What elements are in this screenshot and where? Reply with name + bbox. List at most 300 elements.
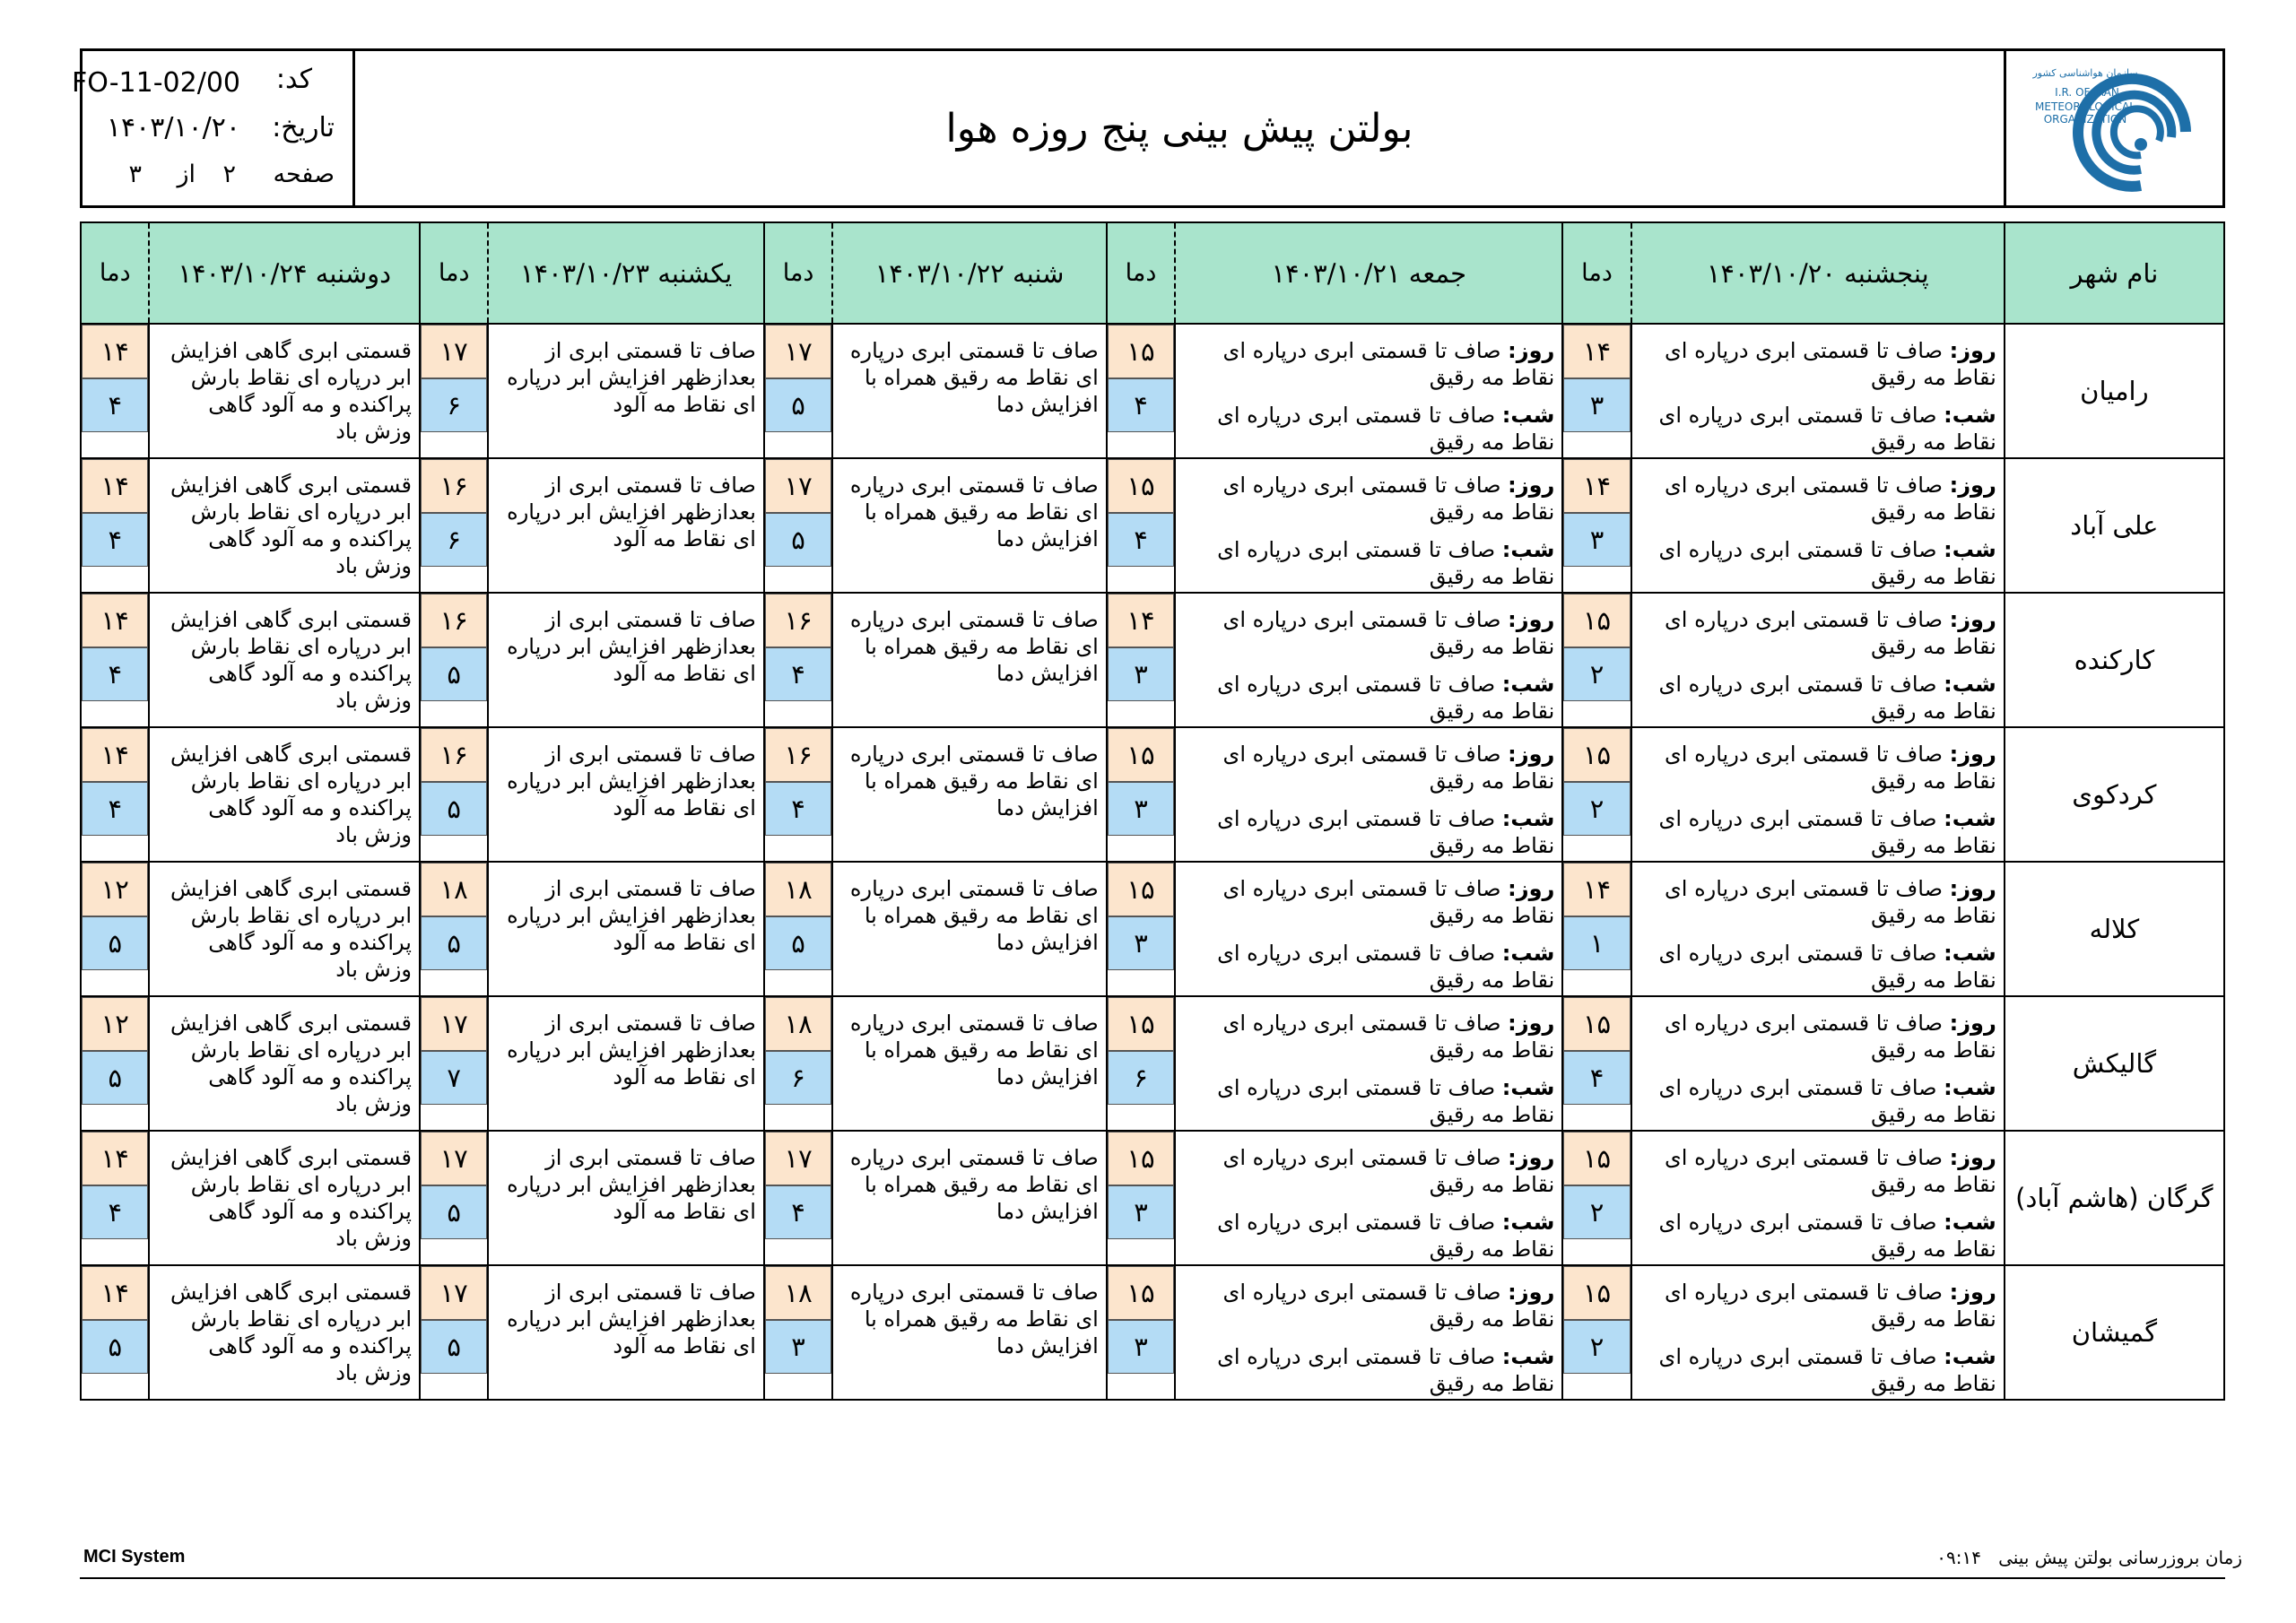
temperature-cell (1107, 593, 1175, 727)
temperature-cell (1107, 727, 1175, 862)
temperature-cell (1562, 1131, 1631, 1265)
night-forecast (1639, 940, 1996, 994)
day-label: روز: (1949, 473, 1996, 498)
day-label: روز: (1949, 1145, 1996, 1170)
condition-cell: صاف تا قسمتی ابری از بعدازظهر افزایش ابر درپاره ای نقاط مه آلود (488, 996, 764, 1131)
temperature-cell (81, 1265, 149, 1400)
day-forecast (1183, 606, 1554, 660)
temperature-cell (420, 593, 488, 727)
night-forecast-text: صاف تا قسمتی ابری درپاره ای نقاط مه رقیق (1217, 1344, 1555, 1396)
night-label: شب: (1501, 403, 1555, 428)
night-forecast (1639, 402, 1996, 456)
day-forecast-text: صاف تا قسمتی ابری درپاره ای نقاط مه رقیق (1665, 876, 1996, 928)
night-label: شب: (1501, 806, 1555, 831)
min-temp: ۵ (82, 1320, 148, 1374)
min-temp: ۴ (765, 1185, 831, 1239)
temperature-cell (764, 1265, 832, 1400)
min-temp: ۶ (765, 1051, 831, 1105)
min-temp: ۳ (1108, 1185, 1174, 1239)
min-temp: ۴ (82, 1185, 148, 1239)
max-temp: ۱۷ (421, 325, 487, 378)
update-time-text (1936, 1547, 2242, 1568)
temperature-cell (1562, 458, 1631, 593)
min-temp: ۷ (421, 1051, 487, 1105)
svg-text:METEOROLOGICAL: METEOROLOGICAL (2035, 100, 2135, 113)
table-row (81, 862, 2224, 996)
temperature-cell (420, 1265, 488, 1400)
max-temp: ۱۵ (1563, 728, 1630, 782)
temperature-cell (420, 1131, 488, 1265)
night-label: شب: (1501, 537, 1555, 562)
condition-cell (1175, 727, 1562, 862)
condition-cell: صاف تا قسمتی ابری درپاره ای نقاط مه رقیق همراه با افزایش دما (832, 1265, 1107, 1400)
min-temp: ۴ (82, 782, 148, 836)
page-of-label: از (177, 161, 196, 188)
min-temp: ۳ (1108, 916, 1174, 970)
day-forecast (1639, 1279, 1996, 1332)
day-forecast-text: صاف تا قسمتی ابری درپاره ای نقاط مه رقیق (1222, 742, 1555, 794)
day-label: روز: (1949, 876, 1996, 901)
svg-text:ORGANIZATION: ORGANIZATION (2043, 113, 2127, 126)
max-temp: ۱۵ (1108, 1266, 1174, 1320)
city-name: رامیان (2005, 324, 2224, 458)
day-header: دوشنبه ۱۴۰۳/۱۰/۲۴ (149, 222, 420, 324)
table-row (81, 1131, 2224, 1265)
night-forecast (1183, 671, 1554, 725)
page-current: ۲ (222, 161, 236, 188)
temperature-cell (81, 324, 149, 458)
condition-cell (1175, 862, 1562, 996)
temperature-cell (81, 862, 149, 996)
condition-cell: صاف تا قسمتی ابری درپاره ای نقاط مه رقیق همراه با افزایش دما (832, 862, 1107, 996)
forecast-rows (81, 324, 2224, 1400)
min-temp: ۵ (421, 647, 487, 701)
city-name: کردکوی (2005, 727, 2224, 862)
night-forecast (1183, 1074, 1554, 1128)
condition-cell: قسمتی ابری گاهی افزایش ابر درپاره ای نقاط بارش پراکنده و مه آلود گاهی وزش باد (149, 324, 420, 458)
condition-cell: صاف تا قسمتی ابری درپاره ای نقاط مه رقیق همراه با افزایش دما (832, 996, 1107, 1131)
day-forecast-text: صاف تا قسمتی ابری درپاره ای نقاط مه رقیق (1222, 607, 1555, 659)
temperature-cell (1107, 324, 1175, 458)
forecast-table (80, 221, 2225, 1401)
table-row (81, 593, 2224, 727)
min-temp: ۲ (1563, 647, 1630, 701)
day-forecast (1639, 472, 1996, 525)
day-label: روز: (1508, 876, 1555, 901)
min-temp: ۴ (1108, 513, 1174, 567)
min-temp: ۵ (421, 916, 487, 970)
temperature-cell (1107, 862, 1175, 996)
temperature-cell (420, 862, 488, 996)
day-label: روز: (1508, 1145, 1555, 1170)
condition-cell: صاف تا قسمتی ابری از بعدازظهر افزایش ابر درپاره ای نقاط مه آلود (488, 1131, 764, 1265)
temperature-cell (764, 996, 832, 1131)
max-temp: ۱۴ (82, 594, 148, 647)
max-temp: ۱۴ (1563, 325, 1630, 378)
day-forecast-text: صاف تا قسمتی ابری درپاره ای نقاط مه رقیق (1665, 1145, 1996, 1197)
day-label: روز: (1949, 607, 1996, 632)
max-temp: ۱۵ (1563, 594, 1630, 647)
day-forecast (1639, 875, 1996, 929)
night-label: شب: (1501, 1075, 1555, 1100)
max-temp: ۱۶ (421, 728, 487, 782)
table-row (81, 458, 2224, 593)
temperature-cell (764, 727, 832, 862)
day-forecast (1183, 1144, 1554, 1198)
min-temp: ۲ (1563, 782, 1630, 836)
max-temp: ۱۵ (1563, 997, 1630, 1051)
condition-cell (1631, 1131, 2005, 1265)
night-forecast (1183, 1209, 1554, 1263)
night-forecast-text: صاف تا قسمتی ابری درپاره ای نقاط مه رقیق (1658, 672, 1996, 724)
day-header: پنجشنبه ۱۴۰۳/۱۰/۲۰ (1631, 222, 2005, 324)
night-forecast (1183, 402, 1554, 456)
night-forecast (1639, 805, 1996, 859)
condition-cell (1631, 727, 2005, 862)
night-label: شب: (1501, 1344, 1555, 1369)
night-label: شب: (1944, 806, 1996, 831)
condition-cell: صاف تا قسمتی ابری از بعدازظهر افزایش ابر درپاره ای نقاط مه آلود (488, 324, 764, 458)
night-label: شب: (1944, 672, 1996, 697)
max-temp: ۱۵ (1108, 325, 1174, 378)
page-title: بولتن پیش بینی پنج روزه هوا (945, 105, 1413, 152)
day-label: روز: (1508, 473, 1555, 498)
condition-cell: صاف تا قسمتی ابری درپاره ای نقاط مه رقیق همراه با افزایش دما (832, 458, 1107, 593)
condition-cell (1631, 593, 2005, 727)
night-label: شب: (1944, 537, 1996, 562)
condition-cell: صاف تا قسمتی ابری درپاره ای نقاط مه رقیق همراه با افزایش دما (832, 593, 1107, 727)
min-temp: ۴ (1563, 1051, 1630, 1105)
max-temp: ۱۵ (1108, 459, 1174, 513)
max-temp: ۱۴ (1563, 459, 1630, 513)
night-forecast (1639, 1343, 1996, 1397)
day-label: روز: (1949, 338, 1996, 363)
min-temp: ۳ (1108, 647, 1174, 701)
city-name: گرگان (هاشم آباد) (2005, 1131, 2224, 1265)
code-label: کد: (275, 64, 312, 95)
day-forecast-text: صاف تا قسمتی ابری درپاره ای نقاط مه رقیق (1222, 1145, 1555, 1197)
day-forecast-text: صاف تا قسمتی ابری درپاره ای نقاط مه رقیق (1222, 338, 1555, 390)
max-temp: ۱۲ (82, 863, 148, 916)
min-temp: ۳ (1563, 513, 1630, 567)
day-forecast-text: صاف تا قسمتی ابری درپاره ای نقاط مه رقیق (1222, 876, 1555, 928)
condition-cell (1175, 1265, 1562, 1400)
city-header: نام شهر (2005, 222, 2224, 324)
condition-cell (1175, 593, 1562, 727)
max-temp: ۱۶ (421, 459, 487, 513)
condition-cell: قسمتی ابری گاهی افزایش ابر درپاره ای نقاط بارش پراکنده و مه آلود گاهی وزش باد (149, 1131, 420, 1265)
min-temp: ۲ (1563, 1185, 1630, 1239)
day-forecast (1639, 606, 1996, 660)
min-temp: ۳ (1108, 782, 1174, 836)
condition-cell: صاف تا قسمتی ابری درپاره ای نقاط مه رقیق همراه با افزایش دما (832, 727, 1107, 862)
temperature-cell (81, 458, 149, 593)
day-forecast (1639, 741, 1996, 794)
min-temp: ۶ (421, 378, 487, 432)
condition-cell: صاف تا قسمتی ابری از بعدازظهر افزایش ابر درپاره ای نقاط مه آلود (488, 593, 764, 727)
min-temp: ۴ (82, 647, 148, 701)
day-header: یکشنبه ۱۴۰۳/۱۰/۲۳ (488, 222, 764, 324)
city-name: علی آباد (2005, 458, 2224, 593)
night-forecast-text: صاف تا قسمتی ابری درپاره ای نقاط مه رقیق (1658, 537, 1996, 589)
night-forecast-text: صاف تا قسمتی ابری درپاره ای نقاط مه رقیق (1658, 1075, 1996, 1127)
max-temp: ۱۸ (421, 863, 487, 916)
svg-text:I.R. OF IRAN: I.R. OF IRAN (2055, 86, 2119, 99)
condition-cell: قسمتی ابری گاهی افزایش ابر درپاره ای نقاط بارش پراکنده و مه آلود گاهی وزش باد (149, 862, 420, 996)
max-temp: ۱۷ (765, 325, 831, 378)
code-value: FO-11-02/00 (72, 67, 240, 99)
temperature-cell (81, 593, 149, 727)
day-label: روز: (1508, 742, 1555, 767)
temperature-cell (1562, 1265, 1631, 1400)
day-label: روز: (1508, 338, 1555, 363)
min-temp: ۶ (421, 513, 487, 567)
min-temp: ۵ (82, 1051, 148, 1105)
temperature-cell (1562, 996, 1631, 1131)
condition-cell: صاف تا قسمتی ابری درپاره ای نقاط مه رقیق همراه با افزایش دما (832, 1131, 1107, 1265)
day-forecast-text: صاف تا قسمتی ابری درپاره ای نقاط مه رقیق (1665, 1280, 1996, 1332)
max-temp: ۱۶ (421, 594, 487, 647)
day-forecast (1183, 337, 1554, 391)
temperature-cell (420, 996, 488, 1131)
day-forecast (1183, 472, 1554, 525)
min-temp: ۵ (765, 378, 831, 432)
min-temp: ۵ (421, 1320, 487, 1374)
day-label: روز: (1949, 1280, 1996, 1305)
max-temp: ۱۴ (82, 728, 148, 782)
night-label: شب: (1944, 1210, 1996, 1235)
max-temp: ۱۵ (1563, 1132, 1630, 1185)
night-forecast-text: صاف تا قسمتی ابری درپاره ای نقاط مه رقیق (1217, 672, 1555, 724)
condition-cell (1175, 1131, 1562, 1265)
night-forecast-text: صاف تا قسمتی ابری درپاره ای نقاط مه رقیق (1658, 403, 1996, 455)
day-forecast (1639, 337, 1996, 391)
temperature-cell (81, 996, 149, 1131)
day-forecast (1639, 1144, 1996, 1198)
temperature-cell (764, 593, 832, 727)
logo-cell (2004, 51, 2222, 205)
temperature-cell (1107, 996, 1175, 1131)
temp-header: دما (1562, 222, 1631, 324)
condition-cell: صاف تا قسمتی ابری از بعدازظهر افزایش ابر درپاره ای نقاط مه آلود (488, 727, 764, 862)
max-temp: ۱۴ (1108, 594, 1174, 647)
max-temp: ۱۴ (1563, 863, 1630, 916)
table-header-row (81, 222, 2224, 324)
min-temp: ۴ (82, 513, 148, 567)
night-forecast-text: صاف تا قسمتی ابری درپاره ای نقاط مه رقیق (1658, 806, 1996, 858)
night-label: شب: (1501, 672, 1555, 697)
condition-cell: صاف تا قسمتی ابری از بعدازظهر افزایش ابر درپاره ای نقاط مه آلود (488, 862, 764, 996)
max-temp: ۱۴ (82, 459, 148, 513)
min-temp: ۵ (765, 513, 831, 567)
min-temp: ۴ (82, 378, 148, 432)
city-name: گمیشان (2005, 1265, 2224, 1400)
day-header: جمعه ۱۴۰۳/۱۰/۲۱ (1175, 222, 1562, 324)
max-temp: ۱۴ (82, 1132, 148, 1185)
day-forecast-text: صاف تا قسمتی ابری درپاره ای نقاط مه رقیق (1222, 1011, 1555, 1063)
night-forecast (1183, 940, 1554, 994)
min-temp: ۵ (421, 782, 487, 836)
condition-cell (1175, 996, 1562, 1131)
bulletin-header (72, 48, 2225, 208)
day-forecast-text: صاف تا قسمتی ابری درپاره ای نقاط مه رقیق (1665, 607, 1996, 659)
temp-header: دما (1107, 222, 1175, 324)
night-forecast-text: صاف تا قسمتی ابری درپاره ای نقاط مه رقیق (1217, 941, 1555, 993)
max-temp: ۱۵ (1108, 728, 1174, 782)
temp-header: دما (420, 222, 488, 324)
footer-divider (80, 1577, 2225, 1579)
day-forecast-text: صاف تا قسمتی ابری درپاره ای نقاط مه رقیق (1665, 338, 1996, 390)
max-temp: ۱۷ (421, 997, 487, 1051)
condition-cell: صاف تا قسمتی ابری درپاره ای نقاط مه رقیق همراه با افزایش دما (832, 324, 1107, 458)
max-temp: ۱۶ (765, 594, 831, 647)
min-temp: ۳ (1108, 1320, 1174, 1374)
table-row (81, 727, 2224, 862)
night-forecast (1639, 671, 1996, 725)
city-name: کلاله (2005, 862, 2224, 996)
temp-header: دما (81, 222, 149, 324)
night-forecast (1639, 1209, 1996, 1263)
day-forecast (1183, 1279, 1554, 1332)
condition-cell (1175, 458, 1562, 593)
condition-cell: قسمتی ابری گاهی افزایش ابر درپاره ای نقاط بارش پراکنده و مه آلود گاهی وزش باد (149, 1265, 420, 1400)
night-label: شب: (1944, 1075, 1996, 1100)
day-forecast-text: صاف تا قسمتی ابری درپاره ای نقاط مه رقیق (1665, 473, 1996, 525)
night-forecast (1183, 536, 1554, 590)
max-temp: ۱۸ (765, 863, 831, 916)
temperature-cell (764, 862, 832, 996)
max-temp: ۱۲ (82, 997, 148, 1051)
night-forecast-text: صاف تا قسمتی ابری درپاره ای نقاط مه رقیق (1217, 537, 1555, 589)
night-label: شب: (1944, 1344, 1996, 1369)
day-forecast (1183, 875, 1554, 929)
day-forecast (1183, 1010, 1554, 1063)
max-temp: ۱۵ (1563, 1266, 1630, 1320)
date-label: تاریخ: (272, 112, 335, 143)
day-forecast-text: صاف تا قسمتی ابری درپاره ای نقاط مه رقیق (1665, 742, 1996, 794)
min-temp: ۱ (1563, 916, 1630, 970)
max-temp: ۱۴ (82, 325, 148, 378)
min-temp: ۴ (765, 647, 831, 701)
min-temp: ۵ (421, 1185, 487, 1239)
condition-cell (1631, 996, 2005, 1131)
temperature-cell (81, 727, 149, 862)
condition-cell (1631, 1265, 2005, 1400)
day-label: روز: (1949, 1011, 1996, 1036)
table-row (81, 324, 2224, 458)
temperature-cell (81, 1131, 149, 1265)
day-forecast (1183, 741, 1554, 794)
update-time: ۰۹:۱۴ (1936, 1547, 1982, 1568)
svg-text:سازمان هواشناسی کشور: سازمان هواشناسی کشور (2032, 67, 2138, 79)
day-forecast-text: صاف تا قسمتی ابری درپاره ای نقاط مه رقیق (1665, 1011, 1996, 1063)
max-temp: ۱۵ (1108, 1132, 1174, 1185)
min-temp: ۴ (765, 782, 831, 836)
day-label: روز: (1508, 1280, 1555, 1305)
max-temp: ۱۸ (765, 997, 831, 1051)
temperature-cell (420, 458, 488, 593)
max-temp: ۱۵ (1108, 863, 1174, 916)
day-forecast (1639, 1010, 1996, 1063)
meteorological-organization-logo (2006, 51, 2222, 205)
night-forecast-text: صاف تا قسمتی ابری درپاره ای نقاط مه رقیق (1658, 1344, 1996, 1396)
min-temp: ۴ (1108, 378, 1174, 432)
night-forecast (1639, 536, 1996, 590)
temperature-cell (1562, 727, 1631, 862)
condition-cell: قسمتی ابری گاهی افزایش ابر درپاره ای نقاط بارش پراکنده و مه آلود گاهی وزش باد (149, 727, 420, 862)
day-forecast-text: صاف تا قسمتی ابری درپاره ای نقاط مه رقیق (1222, 473, 1555, 525)
night-label: شب: (1944, 941, 1996, 966)
night-label: شب: (1944, 403, 1996, 428)
temperature-cell (764, 458, 832, 593)
temperature-cell (1107, 1265, 1175, 1400)
min-temp: ۳ (765, 1320, 831, 1374)
night-forecast-text: صاف تا قسمتی ابری درپاره ای نقاط مه رقیق (1217, 1210, 1555, 1262)
night-label: شب: (1501, 941, 1555, 966)
page-total: ۳ (128, 161, 142, 188)
date-value: ۱۴۰۳/۱۰/۲۰ (106, 112, 240, 143)
city-name: گالیکش (2005, 996, 2224, 1131)
update-label: زمان بروزرسانی بولتن پیش بینی (1998, 1547, 2242, 1568)
condition-cell: قسمتی ابری گاهی افزایش ابر درپاره ای نقاط بارش پراکنده و مه آلود گاهی وزش باد (149, 458, 420, 593)
max-temp: ۱۷ (421, 1132, 487, 1185)
night-label: شب: (1501, 1210, 1555, 1235)
temperature-cell (1562, 862, 1631, 996)
temperature-cell (420, 727, 488, 862)
day-header: شنبه ۱۴۰۳/۱۰/۲۲ (832, 222, 1107, 324)
min-temp: ۶ (1108, 1051, 1174, 1105)
max-temp: ۱۷ (765, 459, 831, 513)
temp-header: دما (764, 222, 832, 324)
city-name: کارکنده (2005, 593, 2224, 727)
max-temp: ۱۵ (1108, 997, 1174, 1051)
condition-cell: قسمتی ابری گاهی افزایش ابر درپاره ای نقاط بارش پراکنده و مه آلود گاهی وزش باد (149, 996, 420, 1131)
day-label: روز: (1508, 607, 1555, 632)
max-temp: ۱۷ (421, 1266, 487, 1320)
night-forecast-text: صاف تا قسمتی ابری درپاره ای نقاط مه رقیق (1658, 1210, 1996, 1262)
min-temp: ۲ (1563, 1320, 1630, 1374)
document-meta (72, 51, 355, 205)
temperature-cell (420, 324, 488, 458)
condition-cell (1631, 324, 2005, 458)
min-temp: ۵ (765, 916, 831, 970)
max-temp: ۱۶ (765, 728, 831, 782)
day-forecast-text: صاف تا قسمتی ابری درپاره ای نقاط مه رقیق (1222, 1280, 1555, 1332)
temperature-cell (1562, 324, 1631, 458)
condition-cell: صاف تا قسمتی ابری از بعدازظهر افزایش ابر درپاره ای نقاط مه آلود (488, 1265, 764, 1400)
night-forecast (1183, 1343, 1554, 1397)
night-forecast (1183, 805, 1554, 859)
night-forecast (1639, 1074, 1996, 1128)
table-row (81, 996, 2224, 1131)
temperature-cell (1107, 1131, 1175, 1265)
night-forecast-text: صاف تا قسمتی ابری درپاره ای نقاط مه رقیق (1217, 1075, 1555, 1127)
min-temp: ۳ (1563, 378, 1630, 432)
table-row (81, 1265, 2224, 1400)
system-name: MCI System (83, 1547, 186, 1567)
condition-cell (1631, 458, 2005, 593)
condition-cell (1631, 862, 2005, 996)
condition-cell: قسمتی ابری گاهی افزایش ابر درپاره ای نقاط بارش پراکنده و مه آلود گاهی وزش باد (149, 593, 420, 727)
day-label: روز: (1949, 742, 1996, 767)
night-forecast-text: صاف تا قسمتی ابری درپاره ای نقاط مه رقیق (1217, 403, 1555, 455)
max-temp: ۱۴ (82, 1266, 148, 1320)
temperature-cell (1562, 593, 1631, 727)
night-forecast-text: صاف تا قسمتی ابری درپاره ای نقاط مه رقیق (1658, 941, 1996, 993)
condition-cell (1175, 324, 1562, 458)
day-label: روز: (1508, 1011, 1555, 1036)
min-temp: ۵ (82, 916, 148, 970)
